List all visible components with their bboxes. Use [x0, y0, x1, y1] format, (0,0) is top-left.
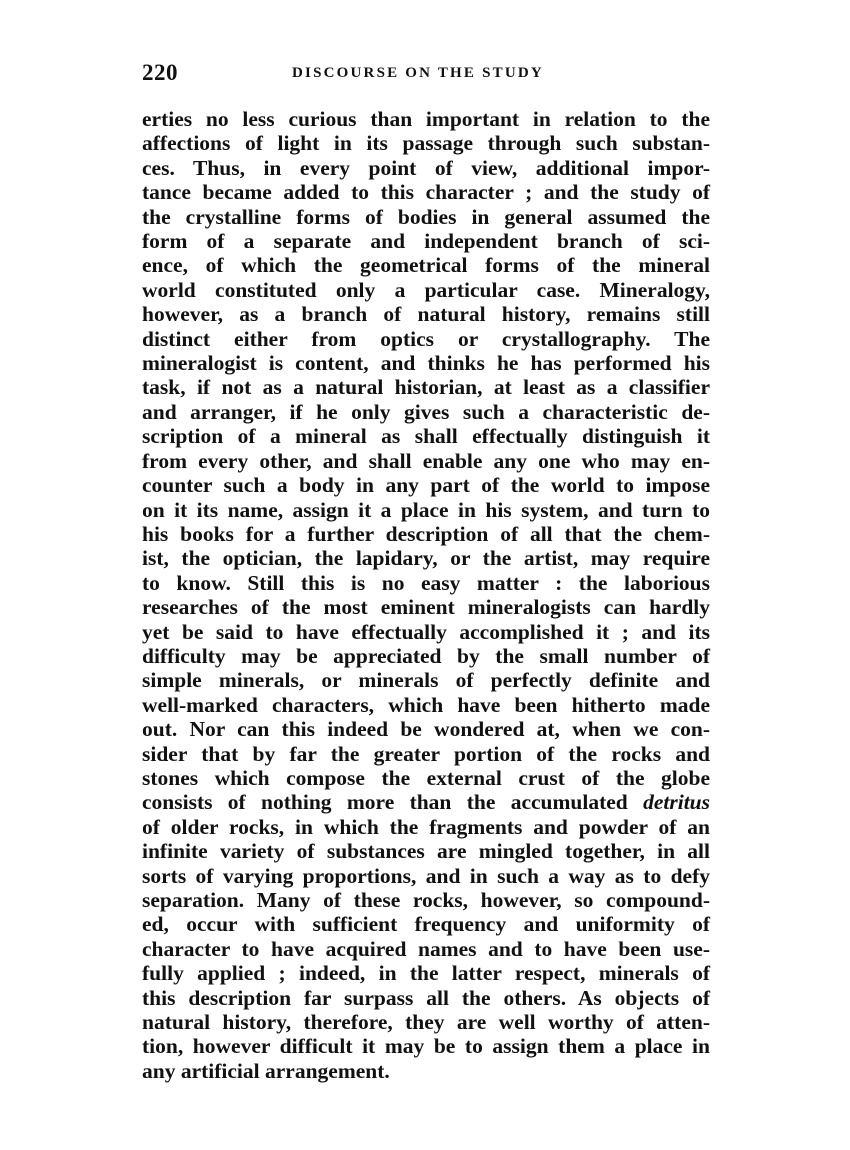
text-line: of older rocks, in which the fragments and powder of an: [142, 814, 710, 839]
body-paragraph: [142, 107, 710, 1083]
text-line: the crystalline forms of bodies in general assumed the: [142, 204, 710, 229]
text-line: character to have acquired names and to have been use-: [142, 936, 710, 961]
text-line: researches of the most eminent mineralogists can hardly: [142, 595, 710, 620]
text-line: any artificial arrangement.: [142, 1058, 390, 1083]
text-line: fully applied ; indeed, in the latter respect, minerals of: [142, 961, 710, 986]
text-line: ence, of which the geometrical forms of the mineral: [142, 253, 710, 278]
text-line: ist, the optician, the lapidary, or the artist, may require: [142, 546, 710, 571]
text-line: scription of a mineral as shall effectually distinguish it: [142, 424, 710, 449]
text-line: affections of light in its passage through such substan-: [142, 131, 710, 156]
text-line: difficulty may be appreciated by the small number of: [142, 643, 710, 668]
text-line: distinct either from optics or crystallography. The: [142, 326, 710, 351]
text-line: form of a separate and independent branch of sci-: [142, 229, 710, 254]
text-line: from every other, and shall enable any one who may en-: [142, 448, 710, 473]
text-line: this description far surpass all the others. As objects of: [142, 985, 710, 1010]
text-line: world constituted only a particular case. Mineralogy,: [142, 277, 710, 302]
text-line: separation. Many of these rocks, however, so compound-: [142, 888, 710, 912]
text-line: on it its name, assign it a place in his system, and turn to: [142, 497, 710, 522]
text-line: task, if not as a natural historian, at least as a classifier: [142, 375, 710, 400]
text-line: and arranger, if he only gives such a characteristic de-: [142, 399, 710, 424]
text-line: simple minerals, or minerals of perfectly definite and: [142, 668, 710, 693]
text-line: out. Nor can this indeed be wondered at, when we con-: [142, 717, 710, 742]
text-line: natural history, therefore, they are well worthy of atten-: [142, 1010, 710, 1035]
text-line: to know. Still this is no easy matter : the laborious: [142, 570, 710, 595]
text-line: stones which compose the external crust of the globe: [142, 765, 710, 790]
text-line: his books for a further description of all that the chem-: [142, 521, 710, 546]
text-line: however, as a branch of natural history, remains still: [142, 302, 710, 327]
text-line: tion, however difficult it may be to assign them a place in: [142, 1034, 710, 1059]
text-line: ed, occur with sufficient frequency and uniformity of: [142, 912, 710, 937]
running-title: DISCOURSE ON THE STUDY: [292, 65, 544, 81]
text-line: counter such a body in any part of the world to impose: [142, 473, 710, 498]
text-line: ces. Thus, in every point of view, additional impor-: [142, 155, 710, 180]
text-line: erties no less curious than important in relation to the: [142, 107, 710, 131]
italic-word: detritus: [643, 790, 710, 815]
text-line-with-italic: [142, 790, 710, 814]
text-line: sider that by far the greater portion of the rocks and: [142, 741, 710, 766]
text-line: infinite variety of substances are mingled together, in all: [142, 839, 710, 864]
text-line: yet be said to have effectually accomplished it ; and its: [142, 619, 710, 644]
text-line: sorts of varying proportions, and in such a way as to defy: [142, 863, 710, 888]
text-segment: consists of nothing more than the accumulated: [142, 790, 628, 815]
text-line: well-marked characters, which have been hitherto made: [142, 692, 710, 717]
running-head: [142, 60, 710, 90]
page-number: 220: [142, 60, 178, 85]
text-line: mineralogist is content, and thinks he has performed his: [142, 351, 710, 376]
text-line: tance became added to this character ; and the study of: [142, 180, 710, 205]
